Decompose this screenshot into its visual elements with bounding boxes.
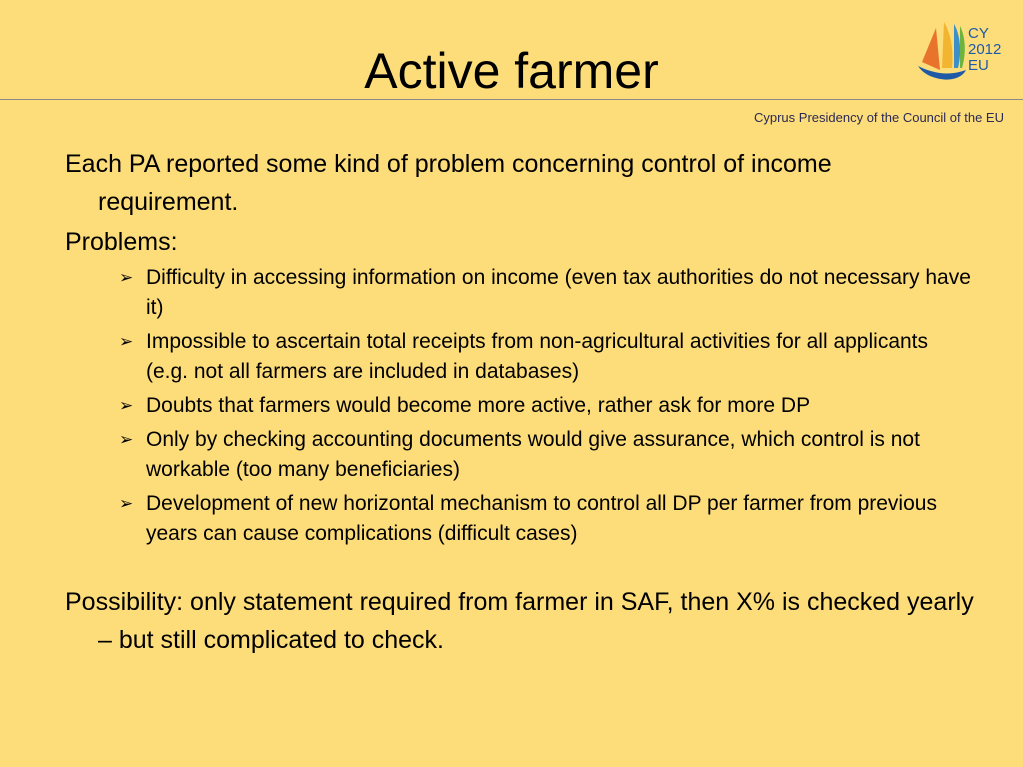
list-item-text: Impossible to ascertain total receipts from non-agricultural activities for all applicants (e.g. not all farmers are included in databases) <box>146 330 929 383</box>
list-item <box>119 327 975 387</box>
list-item <box>119 391 975 421</box>
list-item <box>119 263 975 323</box>
logo-text-year: 2012 <box>968 41 1002 58</box>
arrow-bullet-icon: ➢ <box>119 268 134 287</box>
slide-body <box>65 145 975 659</box>
problems-list <box>65 263 975 549</box>
list-item <box>119 425 975 485</box>
list-item-text: Difficulty in accessing information on income (even tax authorities do not necessary have it) <box>146 266 971 319</box>
problems-heading: Problems: <box>65 228 178 256</box>
intro-paragraph: Each PA reported some kind of problem concerning control of income requirement. <box>65 150 832 216</box>
presidency-caption: Cyprus Presidency of the Council of the EU <box>753 110 1004 125</box>
list-item-text: Development of new horizontal mechanism to control all DP per farmer from previous years can cause complications (difficult cases) <box>146 492 937 545</box>
cy2012-presidency-logo-icon <box>916 18 1006 82</box>
list-item-text: Doubts that farmers would become more active, rather ask for more DP <box>146 394 811 417</box>
list-item-text: Only by checking accounting documents would give assurance, which control is not workable (too many beneficiaries) <box>146 428 920 481</box>
slide-title: Active farmer <box>364 43 659 99</box>
arrow-bullet-icon: ➢ <box>119 332 134 351</box>
title-divider <box>0 99 1023 100</box>
logo-text-cy: CY <box>968 25 989 42</box>
arrow-bullet-icon: ➢ <box>119 494 134 513</box>
possibility-paragraph: Possibility: only statement required from farmer in SAF, then X% is checked yearly – but still complicated to check. <box>65 588 974 654</box>
list-item <box>119 489 975 549</box>
logo-text-eu: EU <box>968 57 989 74</box>
arrow-bullet-icon: ➢ <box>119 396 134 415</box>
arrow-bullet-icon: ➢ <box>119 430 134 449</box>
